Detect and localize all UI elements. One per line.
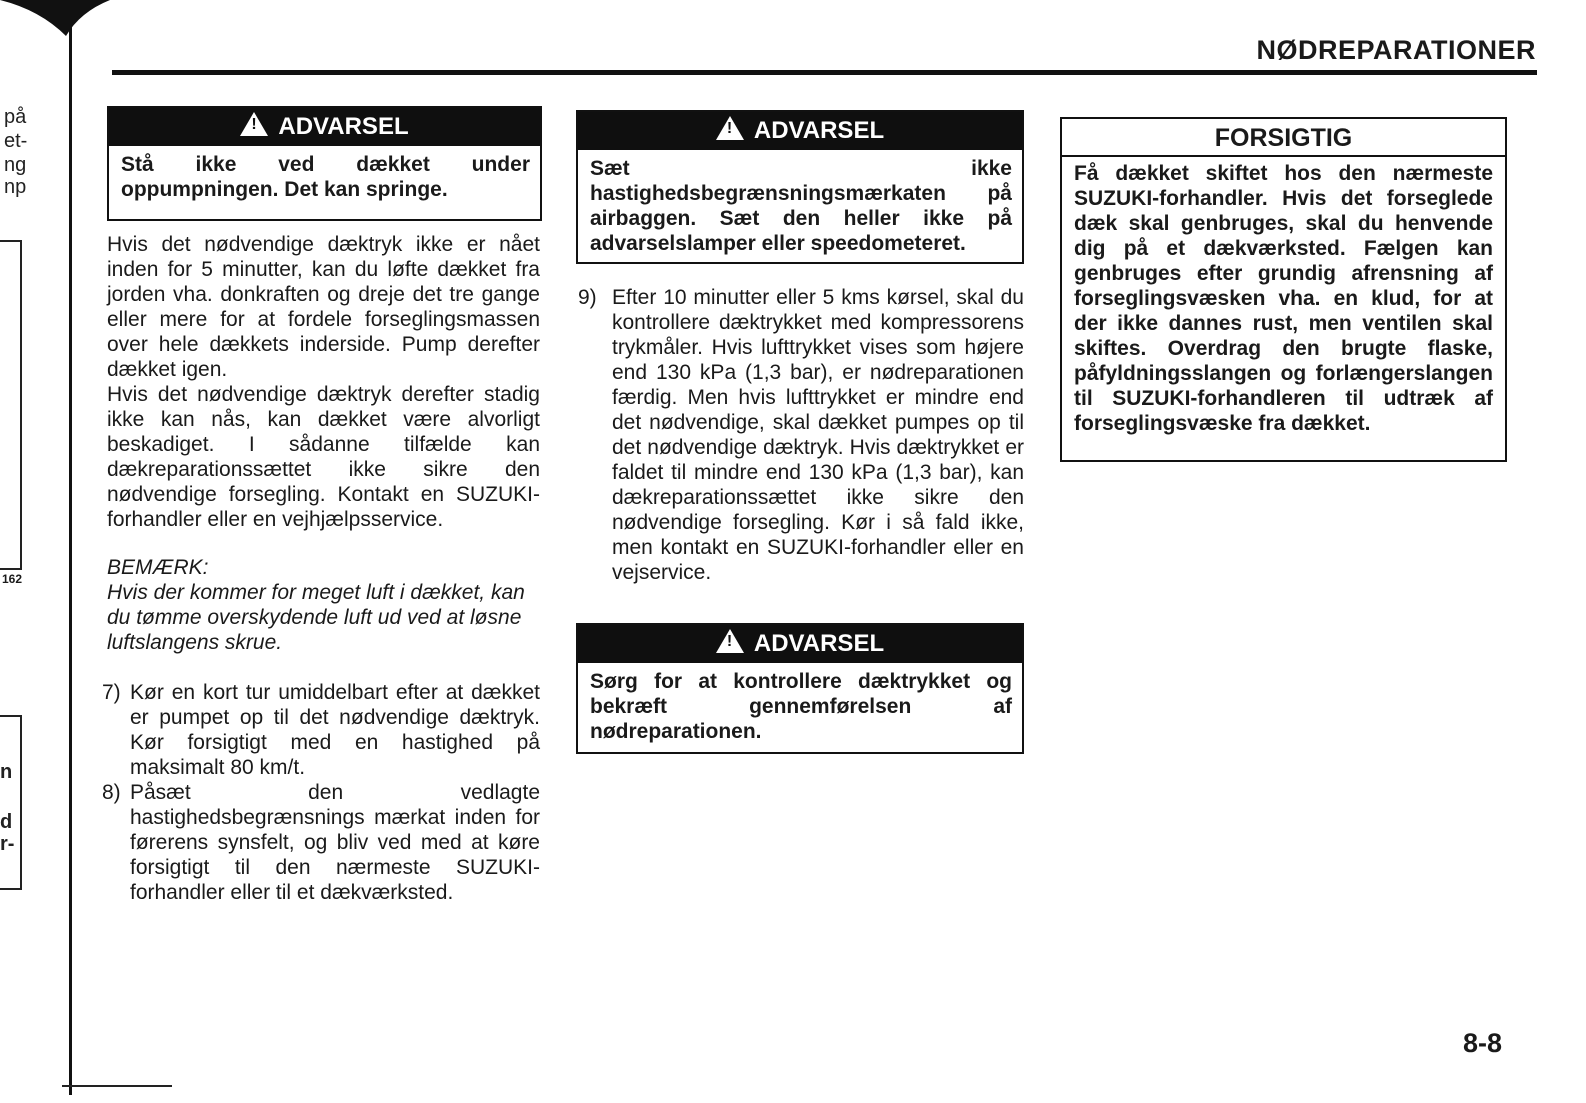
note-text: Hvis der kommer for meget luft i dækket, kan du tømme overskydende luft ud ved at løsne luftslangens skrue. <box>107 581 525 654</box>
note-label: BEMÆRK: <box>107 556 209 579</box>
edge-page-ref: 162 <box>2 572 23 586</box>
warning-label: ADVARSEL <box>753 117 885 144</box>
warning-text: Sørg for at kontrollere dæktrykket og bekræft gennemførelsen af nødreparationen. <box>590 670 1012 743</box>
body-paragraph: Hvis det nødvendige dæktryk ikke er nået inden for 5 minutter, kan du løfte dækket fra jorden vha. donkraften og dreje det tre gange eller mere for at fordele forseglingsmassen over hele dækkets inderside. Pump derefter dækket igen. <box>107 233 540 381</box>
caution-box <box>1060 117 1507 462</box>
step-item <box>102 680 540 780</box>
warning-text: Sæt ikke hastighedsbegrænsningsmærkaten på airbaggen. Sæt den heller ikke på advarselslamper eller speedometeret. <box>590 157 1012 255</box>
step-text: Efter 10 minutter eller 5 kms kørsel, skal du kontrollere dæktrykket med kompressorens trykmåler. Hvis lufttrykket vises som højere end 130 kPa (1,3 bar), er nødreparationen færdig. Men hvis lufttrykket er mindre end det nødvendige, skal dækket pumpes op til det nødvendige dæktryk. Hvis dæktrykket er faldet til mindre end 130 kPa (1,3 bar), kan dækreparationssættet ikke sikre den nødvendige forsegling. Kør i så fald ikke, men kontakt en SUZUKI-forhandler eller en vejservice. <box>612 286 1024 584</box>
edge-fragment: np <box>4 176 27 198</box>
edge-fragment: n <box>0 761 13 783</box>
step-number: 8) <box>102 781 121 804</box>
edge-figure-box <box>0 240 22 570</box>
page-number: 8-8 <box>1462 1028 1502 1058</box>
section-title: NØDREPARATIONER <box>1256 35 1536 65</box>
edge-fragment: d <box>0 811 13 833</box>
step-item <box>578 285 1024 585</box>
header-rule <box>112 70 1537 75</box>
warning-header <box>109 108 540 146</box>
warning-triangle-icon <box>716 116 744 140</box>
warning-header <box>578 625 1022 663</box>
step-item <box>102 780 540 905</box>
warning-header <box>578 112 1022 150</box>
edge-figure-box <box>0 715 22 890</box>
edge-fragment: et- <box>4 130 28 152</box>
body-paragraph: Hvis det nødvendige dæktryk derefter stadig ikke kan nås, kan dækket være alvorligt beskadiget. I sådanne tilfælde kan dækreparationssættet ikke sikre den nødvendige forsegling. Kontakt en SUZUKI-forhandler eller en vejhjælpsservice. <box>107 383 540 531</box>
warning-text: Stå ikke ved dækket under oppumpningen. Det kan springe. <box>121 153 530 201</box>
adjacent-page-edge <box>0 60 60 910</box>
step-number: 7) <box>102 681 121 704</box>
edge-fragment: ng <box>4 154 27 176</box>
step-text: Påsæt den vedlagte hastighedsbegrænsnings mærkat inden for førerens synsfelt, og bliv ved med at køre forsigtigt til den nærmeste SUZUKI-forhandler eller til et dækværksted. <box>130 781 540 904</box>
binding-corner-mark <box>0 0 110 40</box>
edge-fragment: på <box>4 106 27 128</box>
warning-triangle-icon <box>240 112 268 136</box>
step-number: 9) <box>578 286 597 309</box>
warning-box <box>576 623 1024 754</box>
caution-header: FORSIGTIG <box>1062 119 1505 157</box>
edge-fragment: r- <box>0 833 15 855</box>
step-text: Kør en kort tur umiddelbart efter at dækket er pumpet op til det nødvendige dæktryk. Kør forsigtigt med en hastighed på maksimalt 80 km/t. <box>130 681 540 779</box>
page-spine-line <box>69 20 72 1095</box>
warning-label: ADVARSEL <box>753 630 885 657</box>
bottom-edge-line <box>62 1085 172 1087</box>
warning-box <box>576 110 1024 264</box>
warning-triangle-icon <box>716 629 744 653</box>
warning-label: ADVARSEL <box>278 113 409 140</box>
caution-text: Få dækket skiftet hos den nærmeste SUZUKI-forhandler. Hvis det forseglede dæk skal genbruges, skal du henvende dig på et dækværksted. Fælgen kan genbruges efter grundig afrensning af forseglingsvæsken vha. en klud, for at der ikke dannes rust, men ventilen skal skiftes. Overdrag den brugte flaske, påfyldningsslangen og forlængerslangen til SUZUKI-forhandleren til udtræk af forseglingsvæske fra dækket. <box>1074 162 1493 435</box>
warning-box <box>107 106 542 221</box>
